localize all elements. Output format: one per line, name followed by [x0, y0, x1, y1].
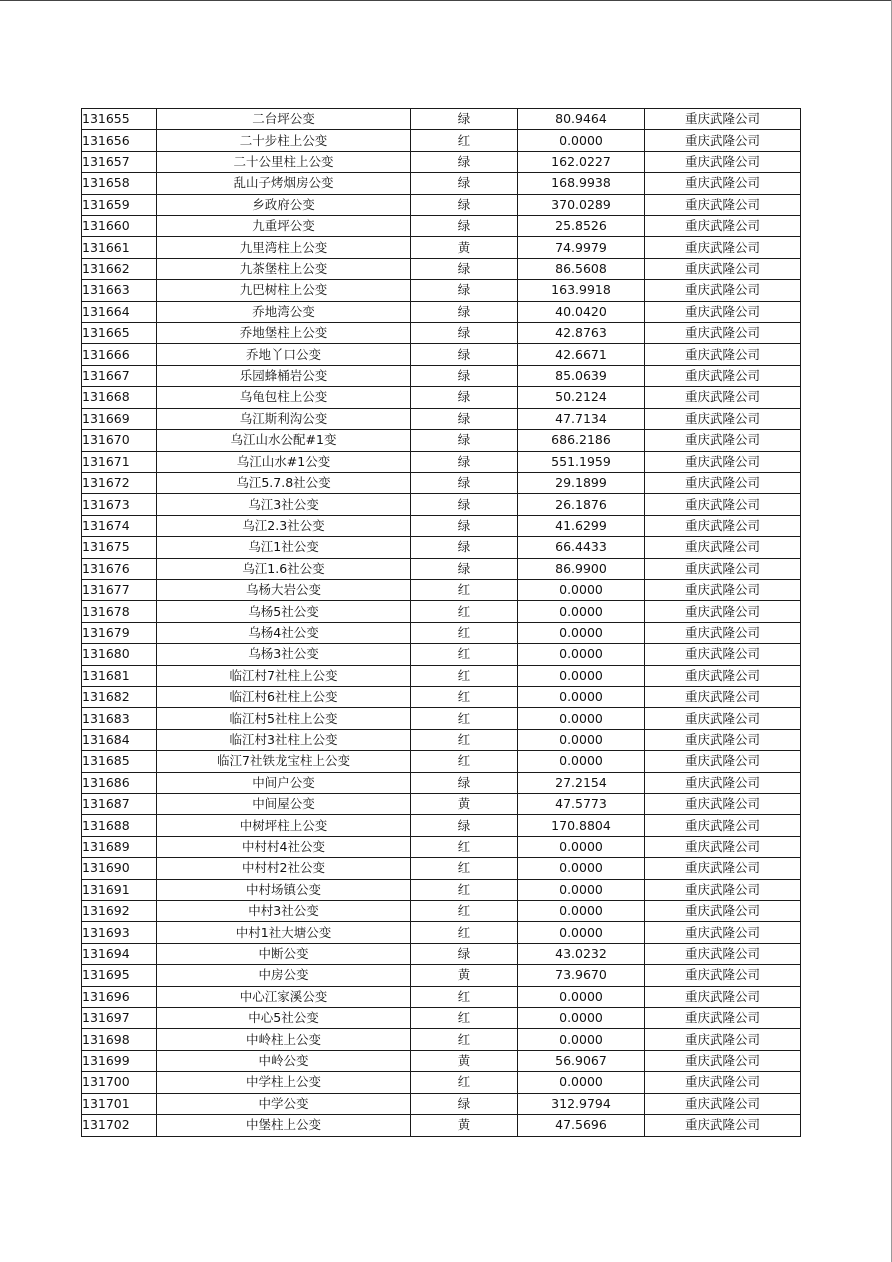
company-cell: 重庆武隆公司 — [645, 665, 801, 686]
value-cell: 0.0000 — [518, 751, 645, 772]
transformer-name-cell: 二台坪公变 — [157, 109, 411, 130]
status-cell: 红 — [411, 751, 518, 772]
transformer-id-cell: 131676 — [82, 558, 157, 579]
status-cell: 红 — [411, 858, 518, 879]
value-cell: 0.0000 — [518, 729, 645, 750]
company-cell: 重庆武隆公司 — [645, 965, 801, 986]
status-cell: 红 — [411, 901, 518, 922]
transformer-id-cell: 131660 — [82, 216, 157, 237]
table-row — [82, 472, 801, 493]
value-cell: 0.0000 — [518, 836, 645, 857]
table-row — [82, 216, 801, 237]
transformer-id-cell: 131671 — [82, 451, 157, 472]
value-cell: 56.9067 — [518, 1050, 645, 1071]
status-cell: 绿 — [411, 558, 518, 579]
table-row — [82, 794, 801, 815]
table-row — [82, 515, 801, 536]
status-cell: 红 — [411, 1072, 518, 1093]
transformer-name-cell: 乌江1社公变 — [157, 537, 411, 558]
transformer-id-cell: 131694 — [82, 943, 157, 964]
transformer-name-cell: 中学公变 — [157, 1093, 411, 1114]
transformer-id-cell: 131692 — [82, 901, 157, 922]
value-cell: 42.6671 — [518, 344, 645, 365]
table-row — [82, 579, 801, 600]
transformer-name-cell: 中间户公变 — [157, 772, 411, 793]
status-cell: 红 — [411, 1008, 518, 1029]
value-cell: 86.5608 — [518, 258, 645, 279]
table-row — [82, 344, 801, 365]
table-row — [82, 387, 801, 408]
table-row — [82, 1050, 801, 1071]
table-row — [82, 622, 801, 643]
transformer-name-cell: 中学柱上公变 — [157, 1072, 411, 1093]
transformer-name-cell: 临江村6社柱上公变 — [157, 686, 411, 707]
transformer-name-cell: 乔地堡柱上公变 — [157, 323, 411, 344]
transformer-id-cell: 131687 — [82, 794, 157, 815]
transformer-name-cell: 中断公变 — [157, 943, 411, 964]
transformer-id-cell: 131688 — [82, 815, 157, 836]
transformer-name-cell: 中树坪柱上公变 — [157, 815, 411, 836]
company-cell: 重庆武隆公司 — [645, 644, 801, 665]
transformer-name-cell: 中堡柱上公变 — [157, 1115, 411, 1136]
transformer-name-cell: 临江村3社柱上公变 — [157, 729, 411, 750]
company-cell: 重庆武隆公司 — [645, 237, 801, 258]
value-cell: 0.0000 — [518, 665, 645, 686]
status-cell: 绿 — [411, 430, 518, 451]
transformer-name-cell: 九茶堡柱上公变 — [157, 258, 411, 279]
value-cell: 0.0000 — [518, 858, 645, 879]
value-cell: 0.0000 — [518, 622, 645, 643]
status-cell: 红 — [411, 729, 518, 750]
transformer-id-cell: 131658 — [82, 173, 157, 194]
transformer-id-cell: 131667 — [82, 365, 157, 386]
value-cell: 163.9918 — [518, 280, 645, 301]
value-cell: 0.0000 — [518, 879, 645, 900]
value-cell: 0.0000 — [518, 130, 645, 151]
status-cell: 黄 — [411, 1050, 518, 1071]
status-cell: 绿 — [411, 109, 518, 130]
value-cell: 40.0420 — [518, 301, 645, 322]
company-cell: 重庆武隆公司 — [645, 173, 801, 194]
transformer-name-cell: 乌江5.7.8社公变 — [157, 472, 411, 493]
status-cell: 绿 — [411, 173, 518, 194]
transformer-id-cell: 131689 — [82, 836, 157, 857]
transformer-name-cell: 中村场镇公变 — [157, 879, 411, 900]
status-cell: 绿 — [411, 216, 518, 237]
table-row — [82, 1008, 801, 1029]
transformer-id-cell: 131685 — [82, 751, 157, 772]
value-cell: 168.9938 — [518, 173, 645, 194]
company-cell: 重庆武隆公司 — [645, 109, 801, 130]
transformer-name-cell: 乱山子烤烟房公变 — [157, 173, 411, 194]
table-row — [82, 365, 801, 386]
status-cell: 绿 — [411, 494, 518, 515]
transformer-name-cell: 中村村4社公变 — [157, 836, 411, 857]
status-cell: 绿 — [411, 365, 518, 386]
company-cell: 重庆武隆公司 — [645, 130, 801, 151]
transformer-id-cell: 131700 — [82, 1072, 157, 1093]
status-cell: 绿 — [411, 515, 518, 536]
transformer-id-cell: 131655 — [82, 109, 157, 130]
transformer-name-cell: 乌江山水#1公变 — [157, 451, 411, 472]
status-cell: 黄 — [411, 237, 518, 258]
table-row — [82, 451, 801, 472]
transformer-name-cell: 乌龟包柱上公变 — [157, 387, 411, 408]
value-cell: 66.4433 — [518, 537, 645, 558]
status-cell: 绿 — [411, 537, 518, 558]
value-cell: 29.1899 — [518, 472, 645, 493]
value-cell: 0.0000 — [518, 1072, 645, 1093]
company-cell: 重庆武隆公司 — [645, 494, 801, 515]
table-row — [82, 708, 801, 729]
company-cell: 重庆武隆公司 — [645, 365, 801, 386]
transformer-name-cell: 临江村5社柱上公变 — [157, 708, 411, 729]
transformer-id-cell: 131669 — [82, 408, 157, 429]
table-row — [82, 1029, 801, 1050]
company-cell: 重庆武隆公司 — [645, 1115, 801, 1136]
value-cell: 27.2154 — [518, 772, 645, 793]
company-cell: 重庆武隆公司 — [645, 579, 801, 600]
value-cell: 0.0000 — [518, 644, 645, 665]
company-cell: 重庆武隆公司 — [645, 943, 801, 964]
transformer-id-cell: 131682 — [82, 686, 157, 707]
table-row — [82, 815, 801, 836]
transformer-name-cell: 乌杨大岩公变 — [157, 579, 411, 600]
transformer-name-cell: 中房公变 — [157, 965, 411, 986]
transformer-id-cell: 131696 — [82, 986, 157, 1007]
company-cell: 重庆武隆公司 — [645, 280, 801, 301]
company-cell: 重庆武隆公司 — [645, 815, 801, 836]
company-cell: 重庆武隆公司 — [645, 323, 801, 344]
value-cell: 686.2186 — [518, 430, 645, 451]
company-cell: 重庆武隆公司 — [645, 601, 801, 622]
table-row — [82, 109, 801, 130]
transformer-id-cell: 131664 — [82, 301, 157, 322]
transformer-name-cell: 二十步柱上公变 — [157, 130, 411, 151]
transformer-id-cell: 131698 — [82, 1029, 157, 1050]
transformer-id-cell: 131691 — [82, 879, 157, 900]
table-row — [82, 836, 801, 857]
transformer-name-cell: 中岭公变 — [157, 1050, 411, 1071]
status-cell: 红 — [411, 1029, 518, 1050]
transformer-id-cell: 131679 — [82, 622, 157, 643]
table-row — [82, 1093, 801, 1114]
transformer-id-cell: 131673 — [82, 494, 157, 515]
transformer-name-cell: 二十公里柱上公变 — [157, 151, 411, 172]
company-cell: 重庆武隆公司 — [645, 151, 801, 172]
company-cell: 重庆武隆公司 — [645, 258, 801, 279]
transformer-id-cell: 131670 — [82, 430, 157, 451]
transformer-name-cell: 乡政府公变 — [157, 194, 411, 215]
table-row — [82, 858, 801, 879]
table-row — [82, 879, 801, 900]
company-cell: 重庆武隆公司 — [645, 430, 801, 451]
company-cell: 重庆武隆公司 — [645, 794, 801, 815]
value-cell: 47.5773 — [518, 794, 645, 815]
page-top-border — [0, 0, 892, 1]
value-cell: 42.8763 — [518, 323, 645, 344]
status-cell: 绿 — [411, 301, 518, 322]
table-row — [82, 194, 801, 215]
table-row — [82, 430, 801, 451]
transformer-id-cell: 131686 — [82, 772, 157, 793]
company-cell: 重庆武隆公司 — [645, 879, 801, 900]
table-row — [82, 772, 801, 793]
company-cell: 重庆武隆公司 — [645, 558, 801, 579]
transformer-id-cell: 131684 — [82, 729, 157, 750]
value-cell: 85.0639 — [518, 365, 645, 386]
status-cell: 黄 — [411, 794, 518, 815]
value-cell: 0.0000 — [518, 708, 645, 729]
status-cell: 红 — [411, 601, 518, 622]
table-row — [82, 323, 801, 344]
status-cell: 绿 — [411, 258, 518, 279]
transformer-name-cell: 中村村2社公变 — [157, 858, 411, 879]
status-cell: 绿 — [411, 472, 518, 493]
company-cell: 重庆武隆公司 — [645, 836, 801, 857]
company-cell: 重庆武隆公司 — [645, 408, 801, 429]
table-row — [82, 130, 801, 151]
value-cell: 47.5696 — [518, 1115, 645, 1136]
transformer-name-cell: 乌杨5社公变 — [157, 601, 411, 622]
value-cell: 551.1959 — [518, 451, 645, 472]
table-row — [82, 1072, 801, 1093]
transformer-name-cell: 中心江家溪公变 — [157, 986, 411, 1007]
value-cell: 86.9900 — [518, 558, 645, 579]
table-row — [82, 601, 801, 622]
table-row — [82, 301, 801, 322]
value-cell: 47.7134 — [518, 408, 645, 429]
transformer-name-cell: 中间屋公变 — [157, 794, 411, 815]
value-cell: 50.2124 — [518, 387, 645, 408]
value-cell: 0.0000 — [518, 901, 645, 922]
transformer-id-cell: 131701 — [82, 1093, 157, 1114]
transformer-id-cell: 131663 — [82, 280, 157, 301]
status-cell: 绿 — [411, 387, 518, 408]
company-cell: 重庆武隆公司 — [645, 901, 801, 922]
status-cell: 绿 — [411, 151, 518, 172]
transformer-name-cell: 中岭柱上公变 — [157, 1029, 411, 1050]
status-cell: 绿 — [411, 815, 518, 836]
transformer-id-cell: 131695 — [82, 965, 157, 986]
company-cell: 重庆武隆公司 — [645, 986, 801, 1007]
company-cell: 重庆武隆公司 — [645, 772, 801, 793]
value-cell: 43.0232 — [518, 943, 645, 964]
value-cell: 0.0000 — [518, 1008, 645, 1029]
company-cell: 重庆武隆公司 — [645, 1050, 801, 1071]
status-cell: 红 — [411, 686, 518, 707]
status-cell: 绿 — [411, 943, 518, 964]
value-cell: 0.0000 — [518, 1029, 645, 1050]
company-cell: 重庆武隆公司 — [645, 344, 801, 365]
value-cell: 26.1876 — [518, 494, 645, 515]
status-cell: 红 — [411, 986, 518, 1007]
transformer-id-cell: 131661 — [82, 237, 157, 258]
transformer-id-cell: 131666 — [82, 344, 157, 365]
transformer-name-cell: 九巴树柱上公变 — [157, 280, 411, 301]
transformer-id-cell: 131697 — [82, 1008, 157, 1029]
status-cell: 绿 — [411, 408, 518, 429]
transformer-id-cell: 131677 — [82, 579, 157, 600]
table-row — [82, 943, 801, 964]
transformer-name-cell: 乐园蜂桶岩公变 — [157, 365, 411, 386]
value-cell: 80.9464 — [518, 109, 645, 130]
transformer-id-cell: 131699 — [82, 1050, 157, 1071]
transformer-id-cell: 131675 — [82, 537, 157, 558]
table-row — [82, 558, 801, 579]
table-row — [82, 644, 801, 665]
status-cell: 绿 — [411, 344, 518, 365]
table-row — [82, 258, 801, 279]
status-cell: 黄 — [411, 965, 518, 986]
status-cell: 红 — [411, 130, 518, 151]
value-cell: 74.9979 — [518, 237, 645, 258]
company-cell: 重庆武隆公司 — [645, 1008, 801, 1029]
value-cell: 0.0000 — [518, 986, 645, 1007]
company-cell: 重庆武隆公司 — [645, 194, 801, 215]
status-cell: 红 — [411, 836, 518, 857]
transformer-name-cell: 九重坪公变 — [157, 216, 411, 237]
table-row — [82, 665, 801, 686]
status-cell: 黄 — [411, 1115, 518, 1136]
table-row — [82, 729, 801, 750]
value-cell: 0.0000 — [518, 579, 645, 600]
status-cell: 红 — [411, 579, 518, 600]
transformer-name-cell: 乔地丫口公变 — [157, 344, 411, 365]
value-cell: 0.0000 — [518, 686, 645, 707]
value-cell: 41.6299 — [518, 515, 645, 536]
table-row — [82, 986, 801, 1007]
transformer-id-cell: 131678 — [82, 601, 157, 622]
company-cell: 重庆武隆公司 — [645, 301, 801, 322]
table-row — [82, 173, 801, 194]
transformer-name-cell: 乔地湾公变 — [157, 301, 411, 322]
value-cell: 25.8526 — [518, 216, 645, 237]
transformer-id-cell: 131690 — [82, 858, 157, 879]
table-row — [82, 922, 801, 943]
status-cell: 绿 — [411, 323, 518, 344]
company-cell: 重庆武隆公司 — [645, 1029, 801, 1050]
company-cell: 重庆武隆公司 — [645, 729, 801, 750]
company-cell: 重庆武隆公司 — [645, 216, 801, 237]
transformer-id-cell: 131680 — [82, 644, 157, 665]
company-cell: 重庆武隆公司 — [645, 708, 801, 729]
transformer-table — [81, 108, 801, 1137]
transformer-id-cell: 131657 — [82, 151, 157, 172]
company-cell: 重庆武隆公司 — [645, 451, 801, 472]
transformer-name-cell: 中心5社公变 — [157, 1008, 411, 1029]
status-cell: 红 — [411, 644, 518, 665]
company-cell: 重庆武隆公司 — [645, 537, 801, 558]
transformer-id-cell: 131683 — [82, 708, 157, 729]
table-row — [82, 494, 801, 515]
value-cell: 170.8804 — [518, 815, 645, 836]
transformer-name-cell: 乌杨4社公变 — [157, 622, 411, 643]
transformer-name-cell: 乌江2.3社公变 — [157, 515, 411, 536]
transformer-id-cell: 131656 — [82, 130, 157, 151]
company-cell: 重庆武隆公司 — [645, 1093, 801, 1114]
transformer-name-cell: 九里湾柱上公变 — [157, 237, 411, 258]
transformer-id-cell: 131702 — [82, 1115, 157, 1136]
company-cell: 重庆武隆公司 — [645, 1072, 801, 1093]
transformer-name-cell: 乌杨3社公变 — [157, 644, 411, 665]
status-cell: 绿 — [411, 1093, 518, 1114]
transformer-name-cell: 乌江1.6社公变 — [157, 558, 411, 579]
status-cell: 红 — [411, 922, 518, 943]
transformer-name-cell: 中村1社大塘公变 — [157, 922, 411, 943]
value-cell: 73.9670 — [518, 965, 645, 986]
status-cell: 红 — [411, 879, 518, 900]
table-row — [82, 151, 801, 172]
value-cell: 370.0289 — [518, 194, 645, 215]
transformer-name-cell: 乌江3社公变 — [157, 494, 411, 515]
transformer-id-cell: 131668 — [82, 387, 157, 408]
value-cell: 162.0227 — [518, 151, 645, 172]
status-cell: 红 — [411, 665, 518, 686]
status-cell: 红 — [411, 622, 518, 643]
value-cell: 0.0000 — [518, 922, 645, 943]
company-cell: 重庆武隆公司 — [645, 922, 801, 943]
table-body — [82, 109, 801, 1137]
transformer-name-cell: 乌江山水公配#1变 — [157, 430, 411, 451]
transformer-id-cell: 131665 — [82, 323, 157, 344]
status-cell: 绿 — [411, 772, 518, 793]
transformer-name-cell: 临江7社铁龙宝柱上公变 — [157, 751, 411, 772]
transformer-name-cell: 中村3社公变 — [157, 901, 411, 922]
table-row — [82, 751, 801, 772]
table-row — [82, 280, 801, 301]
status-cell: 绿 — [411, 451, 518, 472]
company-cell: 重庆武隆公司 — [645, 751, 801, 772]
table-row — [82, 1115, 801, 1136]
value-cell: 0.0000 — [518, 601, 645, 622]
table-row — [82, 537, 801, 558]
status-cell: 红 — [411, 708, 518, 729]
company-cell: 重庆武隆公司 — [645, 387, 801, 408]
table-row — [82, 237, 801, 258]
table-row — [82, 686, 801, 707]
company-cell: 重庆武隆公司 — [645, 686, 801, 707]
company-cell: 重庆武隆公司 — [645, 472, 801, 493]
transformer-id-cell: 131662 — [82, 258, 157, 279]
transformer-id-cell: 131672 — [82, 472, 157, 493]
transformer-id-cell: 131659 — [82, 194, 157, 215]
transformer-name-cell: 临江村7社柱上公变 — [157, 665, 411, 686]
company-cell: 重庆武隆公司 — [645, 622, 801, 643]
status-cell: 绿 — [411, 280, 518, 301]
table-row — [82, 965, 801, 986]
table-row — [82, 408, 801, 429]
value-cell: 312.9794 — [518, 1093, 645, 1114]
company-cell: 重庆武隆公司 — [645, 515, 801, 536]
status-cell: 绿 — [411, 194, 518, 215]
company-cell: 重庆武隆公司 — [645, 858, 801, 879]
transformer-name-cell: 乌江斯利沟公变 — [157, 408, 411, 429]
transformer-id-cell: 131693 — [82, 922, 157, 943]
transformer-id-cell: 131674 — [82, 515, 157, 536]
table-row — [82, 901, 801, 922]
transformer-id-cell: 131681 — [82, 665, 157, 686]
